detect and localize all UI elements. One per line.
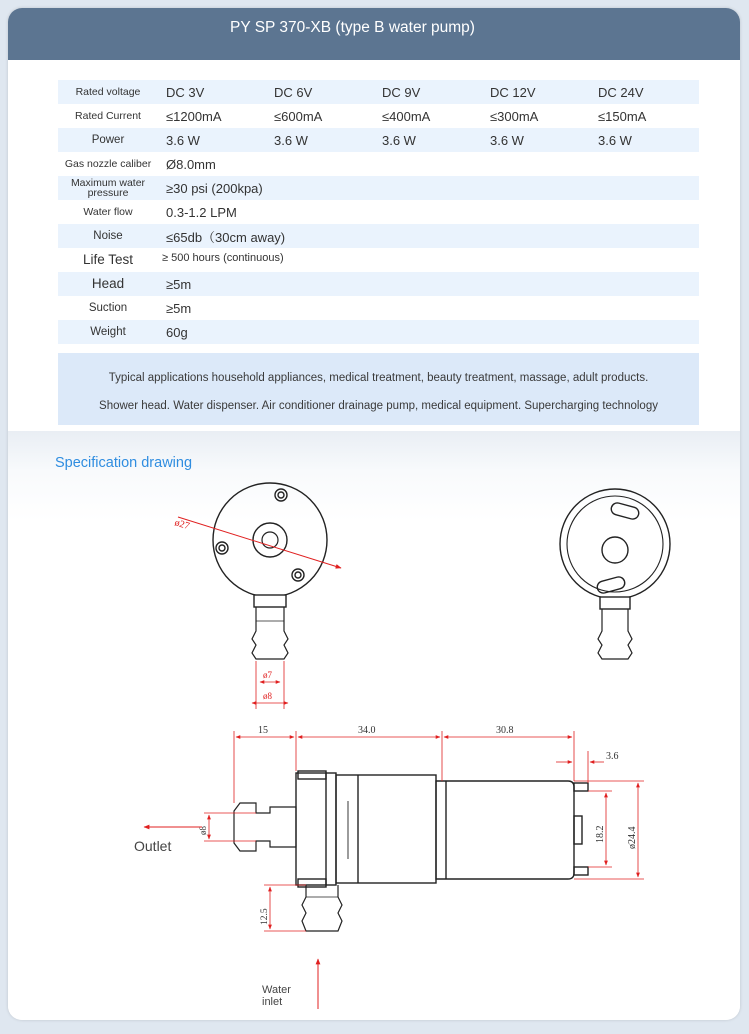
spec-label: Rated Current — [75, 110, 141, 122]
inlet-label-inlet: inlet — [262, 996, 283, 1008]
spec-value: 3.6 W — [274, 132, 308, 148]
spec-value: 3.6 W — [166, 132, 200, 148]
spec-value: ≤600mA — [274, 108, 323, 124]
drawing-title: Specification drawing — [55, 455, 193, 471]
spec-label: Maximum water pressure — [70, 177, 146, 199]
spec-value: ≤65db（30cm away) — [166, 229, 286, 245]
spec-value: DC 24V — [598, 84, 644, 100]
inlet-label-water: Water — [262, 984, 291, 996]
spec-label: Noise — [93, 230, 123, 242]
spec-value: 3.6 W — [382, 132, 416, 148]
spec-row-gas-nozzle — [58, 152, 699, 176]
side-view-dimensions — [204, 731, 644, 931]
dim-d8-top: ø8 — [263, 691, 272, 701]
spec-row-water-flow — [58, 200, 699, 224]
spec-value: 60g — [166, 324, 188, 340]
spec-value: ≥ 500 hours (continuous) — [162, 252, 284, 264]
spec-value: 3.6 W — [490, 132, 524, 148]
spec-value: ≤300mA — [490, 108, 539, 124]
side-view-dimension-labels — [198, 725, 638, 925]
dim-d27: ø27 — [173, 517, 191, 533]
spec-value: ≤400mA — [382, 108, 431, 124]
spec-label: Rated voltage — [75, 86, 141, 98]
applications-box — [58, 353, 699, 425]
front-view-dimensions — [173, 517, 341, 709]
spec-row-noise — [58, 224, 699, 248]
spec-value: Ø8.0mm — [166, 156, 216, 172]
spec-value: ≥30 psi (200kpa) — [166, 180, 263, 196]
spec-table — [58, 80, 699, 344]
spec-label: Power — [91, 134, 125, 146]
spec-value: ≤1200mA — [166, 108, 222, 124]
dim-30-8: 30.8 — [496, 725, 514, 736]
spec-value: DC 9V — [382, 84, 421, 100]
spec-row-power — [58, 128, 699, 152]
spec-row-rated-voltage — [58, 80, 699, 104]
spec-row-rated-current — [58, 104, 699, 128]
spec-value: 3.6 W — [598, 132, 632, 148]
product-title: PY SP 370-XB (type B water pump) — [230, 19, 475, 36]
spec-label: Weight — [90, 326, 126, 338]
dim-34: 34.0 — [358, 725, 376, 736]
spec-label: Gas nozzle caliber — [64, 158, 152, 170]
spec-value: DC 6V — [274, 84, 313, 100]
product-card — [8, 8, 740, 1020]
pump-side-view — [234, 771, 588, 931]
dim-18-2: 18.2 — [595, 825, 606, 843]
spec-row-max-pressure — [58, 176, 699, 200]
dim-d24-4: ø24.4 — [627, 826, 638, 849]
spec-value: DC 12V — [490, 84, 536, 100]
spec-value: ≤150mA — [598, 108, 647, 124]
spec-row-weight — [58, 320, 699, 344]
spec-row-life-test — [58, 248, 699, 272]
spec-label: Life Test — [82, 252, 134, 267]
header-bar — [8, 8, 740, 60]
spec-label: Suction — [88, 302, 128, 314]
spec-label: Head — [91, 276, 125, 291]
applications-text: Typical applications household appliances, medical treatment, beauty treatment, massage, adult products. — [108, 372, 649, 384]
specification-drawing-section — [8, 431, 740, 1020]
spec-value: 0.3-1.2 LPM — [166, 204, 237, 220]
spec-row-head — [58, 272, 699, 296]
dim-d8-side: ø8 — [198, 826, 208, 835]
pump-back-view — [560, 489, 670, 659]
dim-15: 15 — [258, 725, 268, 736]
technical-drawing — [8, 431, 740, 1020]
spec-value: DC 3V — [166, 84, 205, 100]
spec-row-suction — [58, 296, 699, 320]
dim-3-6: 3.6 — [606, 751, 619, 762]
dim-d7: ø7 — [263, 670, 272, 680]
pump-front-view — [213, 483, 327, 659]
spec-value: ≥5m — [166, 276, 192, 292]
applications-text: Shower head. Water dispenser. Air conditioner drainage pump, medical equipment. Supercharging technology — [99, 400, 658, 412]
spec-label: Water flow — [83, 206, 133, 218]
spec-value: ≥5m — [166, 300, 192, 316]
dim-12-5: 12.5 — [260, 908, 270, 925]
outlet-label: Outlet — [134, 838, 172, 854]
